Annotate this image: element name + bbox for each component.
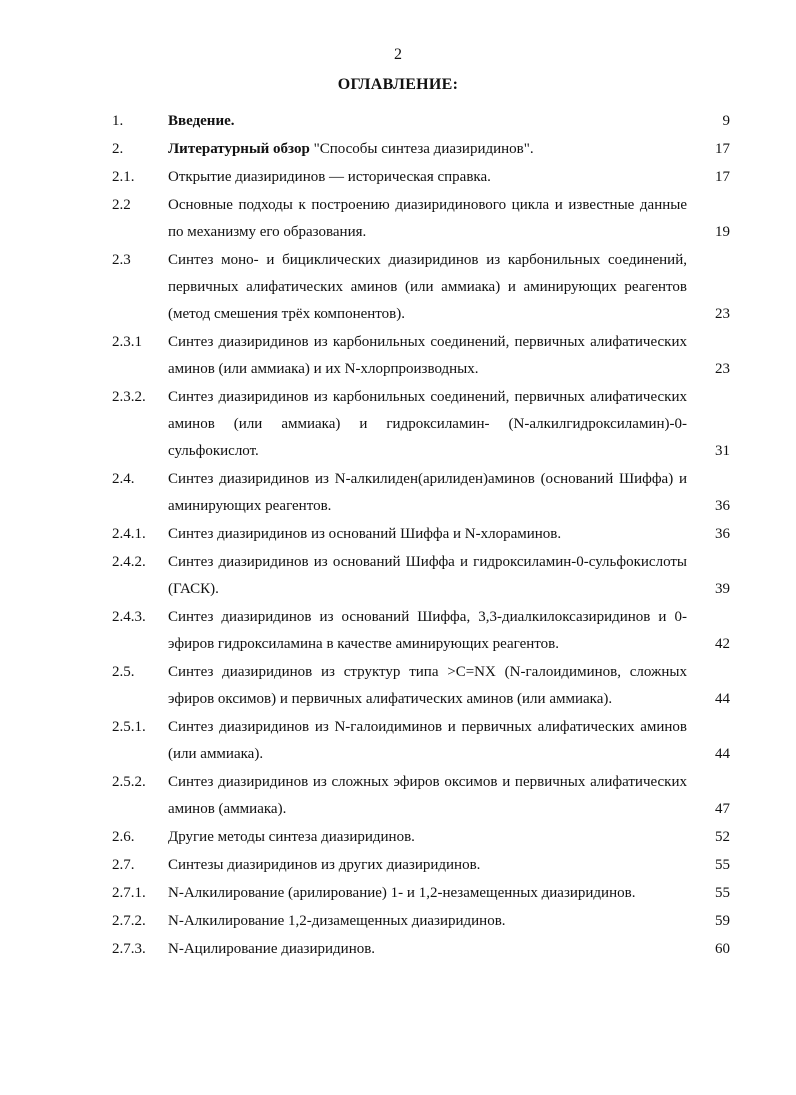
- toc-entry-label: Литературный обзор: [168, 141, 310, 157]
- toc-entry-page: 60: [715, 941, 730, 957]
- toc-entry-title: Синтез диазиридинов из карбонильных соединений, первичных алифатических аминов (или аммиака) и гидроксиламин- (N-алкилгидроксиламин)-0-сульфокислот.: [168, 389, 687, 459]
- toc-entry: [0, 880, 796, 907]
- toc-entry-page: 55: [715, 885, 730, 901]
- toc-entry-page: 36: [715, 498, 730, 514]
- toc-entry: [0, 549, 796, 603]
- toc-entry: [0, 769, 796, 823]
- toc-entry: [0, 714, 796, 768]
- toc-entry-number: 2.3.2.: [112, 389, 146, 405]
- toc-entry-number: 2.6.: [112, 829, 135, 845]
- toc-entry-number: 2.7.1.: [112, 885, 146, 901]
- toc-entry-title: N-Алкилирование (арилирование) 1- и 1,2-незамещенных диазиридинов.: [168, 885, 636, 901]
- toc-entry-page: 19: [715, 224, 730, 240]
- toc-entry: [0, 192, 796, 246]
- toc-entry-page: 44: [715, 691, 730, 707]
- toc-entry-number: 1.: [112, 113, 124, 129]
- toc-entry-page: 55: [715, 857, 730, 873]
- toc-entry-title: Открытие диазиридинов — историческая справка.: [168, 169, 491, 185]
- toc-entry-title-text: "Способы синтеза диазиридинов".: [309, 141, 534, 157]
- toc-entry-page: 17: [715, 169, 730, 185]
- toc-entry: [0, 136, 796, 163]
- toc-entry-page: 9: [722, 113, 730, 129]
- toc-entry: [0, 824, 796, 851]
- toc-entry: [0, 604, 796, 658]
- toc-entry-number: 2.5.2.: [112, 774, 146, 790]
- toc-entry-title: Синтез диазиридинов из сложных эфиров оксимов и первичных алифатических аминов (аммиака).: [168, 774, 687, 817]
- toc-entry: [0, 936, 796, 963]
- toc-entry-title: Синтез диазиридинов из оснований Шиффа, 3,3-диалкилоксазиридинов и 0-эфиров гидроксиламина в качестве аминирующих реагентов.: [168, 609, 687, 652]
- toc-entry-number: 2.4.2.: [112, 554, 146, 570]
- toc-entry-number: 2.7.2.: [112, 913, 146, 929]
- toc-entry-title: Синтез диазиридинов из оснований Шиффа и N-хлораминов.: [168, 526, 562, 542]
- toc-entry-title: N-Алкилирование 1,2-дизамещенных диазиридинов.: [168, 913, 506, 929]
- toc-heading: ОГЛАВЛЕНИЕ:: [337, 76, 459, 93]
- toc-entry: [0, 247, 796, 328]
- toc-entry-page: 23: [715, 306, 730, 322]
- toc-entry-number: 2.4.1.: [112, 526, 146, 542]
- toc-entry: [0, 329, 796, 383]
- toc-entry-title: Синтез диазиридинов из оснований Шиффа и гидроксиламин-0-сульфокислоты (ГАСК).: [168, 554, 687, 597]
- toc-entry-title: Синтез диазиридинов из N-галоидиминов и первичных алифатических аминов (или аммиака).: [168, 719, 687, 762]
- toc-entry-title: Синтез диазиридинов из структур типа >C=NX (N-галоидиминов, сложных эфиров оксимов) и первичных алифатических аминов (или аммиака).: [168, 664, 687, 707]
- toc-entry: [0, 108, 796, 135]
- toc-entry-number: 2.: [112, 141, 124, 157]
- toc-entry-number: 2.1.: [112, 169, 135, 185]
- toc-entry-number: 2.4.: [112, 471, 135, 487]
- toc-entry-number: 2.4.3.: [112, 609, 146, 625]
- toc-entry-number: 2.7.: [112, 857, 135, 873]
- page-number: 2: [394, 46, 402, 63]
- toc-entry-page: 44: [715, 746, 730, 762]
- toc-entry-title: Синтез моно- и бициклических диазиридинов из карбонильных соединений, первичных алифатических аминов (или аммиака) и аминирующих реагентов (метод смешения трёх компонентов).: [168, 252, 687, 322]
- toc-entry-number: 2.3: [112, 252, 131, 268]
- toc-entry-number: 2.5.1.: [112, 719, 146, 735]
- toc-entry-title: Синтез диазиридинов из N-алкилиден(арилиден)аминов (оснований Шиффа) и аминирующих реагентов.: [168, 471, 687, 514]
- toc-entry-page: 31: [715, 443, 730, 459]
- toc-entry: [0, 164, 796, 191]
- toc-entry-page: 39: [715, 581, 730, 597]
- toc-entry: [0, 659, 796, 713]
- toc-entry: [0, 466, 796, 520]
- toc-entry-page: 47: [715, 801, 730, 817]
- toc-entry-title: Основные подходы к построению диазиридинового цикла и известные данные по механизму его образования.: [168, 197, 687, 240]
- toc-entry-page: 17: [715, 141, 730, 157]
- toc-entry-number: 2.5.: [112, 664, 135, 680]
- toc-entry-number: 2.3.1: [112, 334, 142, 350]
- toc-entry-title: N-Ацилирование диазиридинов.: [168, 941, 376, 957]
- toc-entry: [0, 384, 796, 465]
- toc-entry-page: 36: [715, 526, 730, 542]
- toc-entry: [0, 908, 796, 935]
- toc-entry: [0, 852, 796, 879]
- toc-entry: [0, 521, 796, 548]
- toc-entry-page: 52: [715, 829, 730, 845]
- toc-entry-number: 2.7.3.: [112, 941, 146, 957]
- toc-entry-title: Введение.: [168, 113, 235, 129]
- toc-entry-page: 59: [715, 913, 730, 929]
- toc-entry-page: 42: [715, 636, 730, 652]
- toc-entry-title: Другие методы синтеза диазиридинов.: [168, 829, 415, 845]
- toc-entry-page: 23: [715, 361, 730, 377]
- table-of-contents: [0, 108, 796, 964]
- toc-entry-number: 2.2: [112, 197, 131, 213]
- toc-entry-title: Синтез диазиридинов из карбонильных соединений, первичных алифатических аминов (или аммиака) и их N-хлорпроизводных.: [168, 334, 687, 377]
- toc-entry-title: Синтезы диазиридинов из других диазиридинов.: [168, 857, 481, 873]
- toc-entry-title: [168, 136, 687, 163]
